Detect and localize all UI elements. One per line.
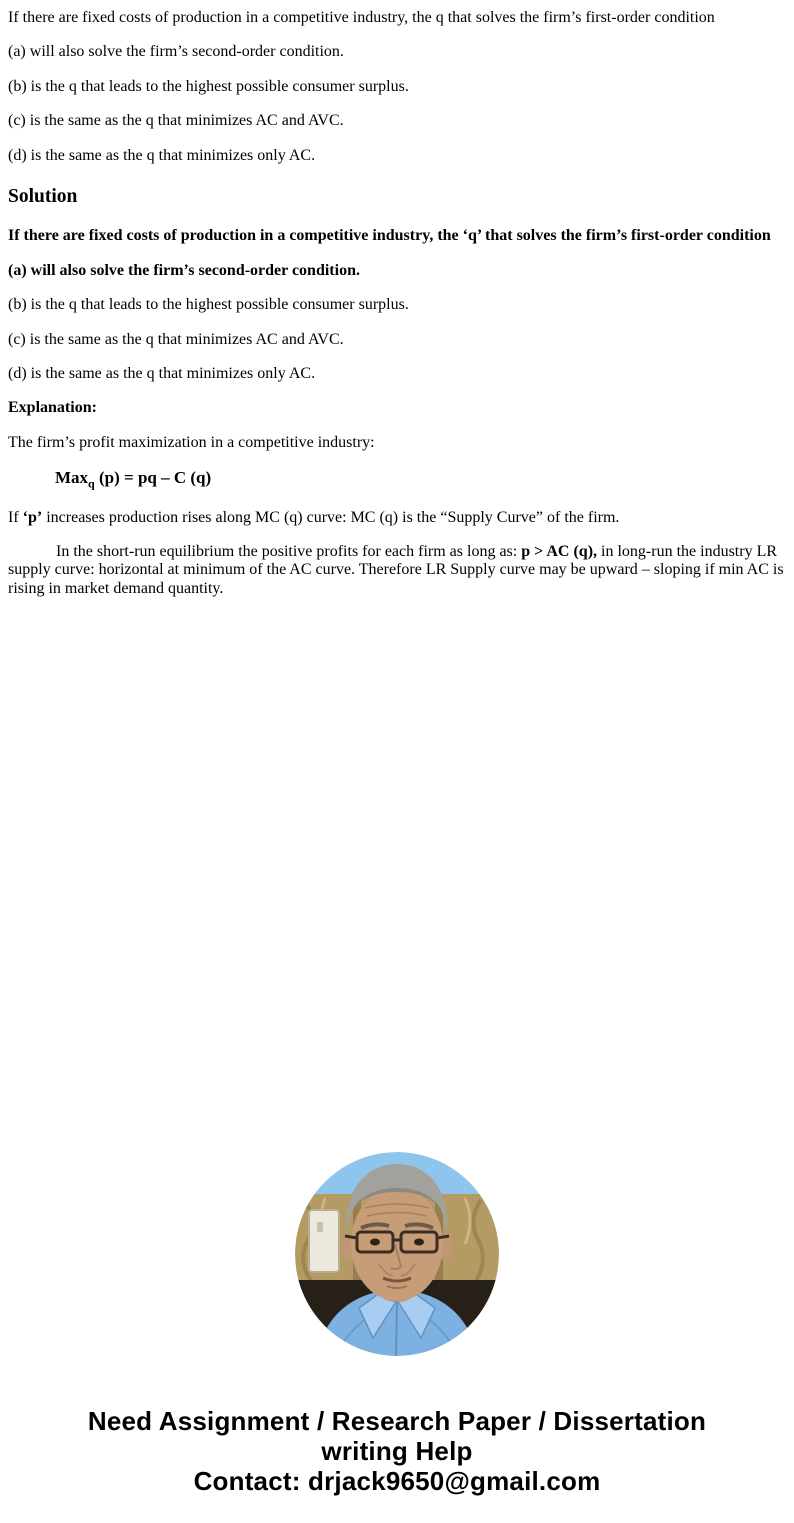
question-prompt: If there are fixed costs of production in a competitive industry, the q that solves the firm’s first-order condition <box>8 9 715 26</box>
question-option-b: (b) is the q that leads to the highest possible consumer surplus. <box>8 77 409 95</box>
short-run-prefix: In the short-run equilibrium the positive profits for each firm as long as: <box>56 543 522 561</box>
solution-answer: (a) will also solve the firm’s second-order condition. <box>8 261 360 279</box>
supply-line-rest: increases production rises along MC (q) curve: MC (q) is the “Supply Curve” of the firm. <box>42 508 620 526</box>
supply-line-bold-p: ‘p’ <box>22 508 43 526</box>
footer-line-2: writing Help <box>321 1436 473 1467</box>
solution-prompt: If there are fixed costs of production in a competitive industry, the ‘q’ that solves the firm’s first-order condition <box>8 227 771 245</box>
short-run-paragraph <box>8 543 786 598</box>
avatar-container <box>0 1152 794 1356</box>
supply-line-prefix: If <box>8 508 23 526</box>
solution-option-c: (c) is the same as the q that minimizes AC and AVC. <box>8 330 344 348</box>
short-run-rest: in long-run the industry LR supply curve: horizontal at minimum of the AC curve. Therefore LR Supply curve may be upward – sloping if min AC is rising in market demand quantity. <box>8 543 784 597</box>
solution-option-b: (b) is the q that leads to the highest possible consumer surplus. <box>8 296 409 314</box>
solution-heading: Solution <box>8 185 78 207</box>
footer-contact: Contact: drjack9650@gmail.com <box>193 1466 601 1497</box>
footer-banner <box>0 1406 794 1496</box>
formula-subscript: q <box>88 476 95 491</box>
document-body <box>0 0 794 598</box>
short-run-bold-condition: p > AC (q), <box>521 543 598 561</box>
tutor-photo-image <box>295 1152 499 1356</box>
question-option-a: (a) will also solve the firm’s second-order condition. <box>8 43 344 61</box>
tutor-photo <box>295 1152 499 1356</box>
explanation-heading: Explanation: <box>8 399 97 417</box>
formula-rest: (p) = pq – C (q) <box>94 468 212 488</box>
footer-line-1: Need Assignment / Research Paper / Dissertation <box>87 1406 707 1437</box>
profit-max-formula <box>55 468 786 491</box>
whitespace-spacer <box>0 614 794 1152</box>
question-option-c: (c) is the same as the q that minimizes AC and AVC. <box>8 112 344 130</box>
question-option-d: (d) is the same as the q that minimizes only AC. <box>8 146 316 164</box>
explanation-intro: The firm’s profit maximization in a competitive industry: <box>8 433 375 451</box>
supply-curve-line <box>8 509 786 527</box>
formula-base: Max <box>55 468 89 488</box>
solution-option-d: (d) is the same as the q that minimizes only AC. <box>8 364 316 382</box>
